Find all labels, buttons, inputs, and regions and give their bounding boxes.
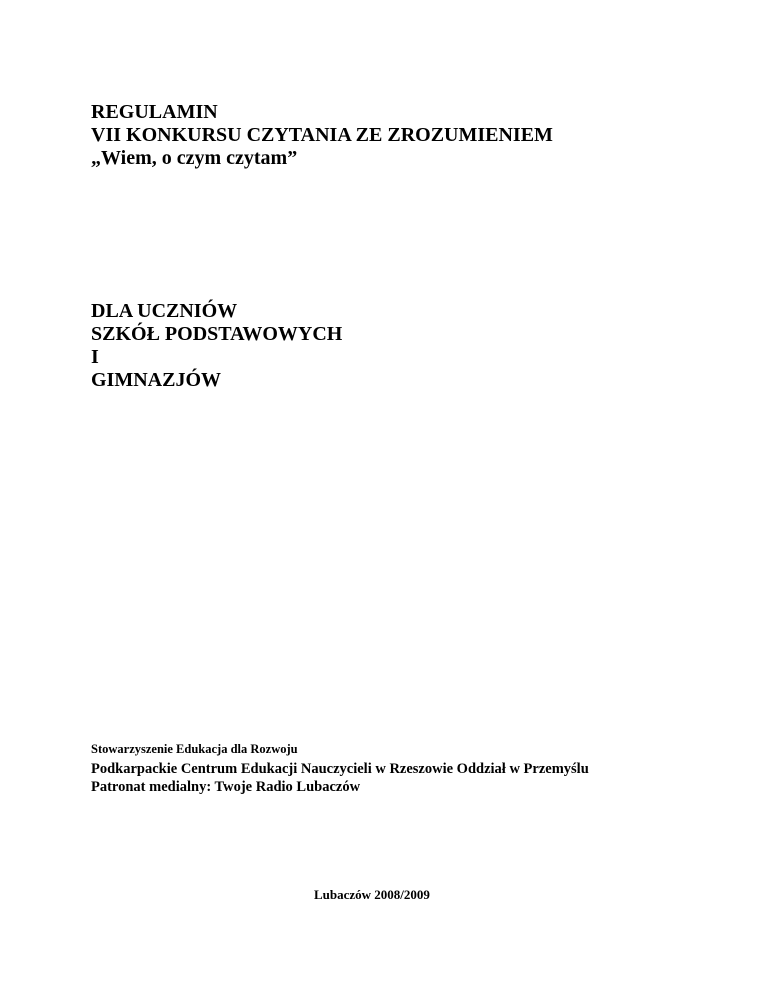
organizer-association: Stowarzyszenie Edukacja dla Rozwoju bbox=[91, 742, 298, 756]
audience-line-2: SZKÓŁ PODSTAWOWYCH bbox=[91, 323, 343, 345]
document-title bbox=[91, 101, 553, 170]
target-audience bbox=[91, 300, 342, 392]
organizers bbox=[91, 742, 589, 796]
audience-line-1: DLA UCZNIÓW bbox=[91, 300, 238, 322]
title-line-contest-motto: „Wiem, o czym czytam” bbox=[91, 147, 298, 169]
place-and-year: Lubaczów 2008/2009 bbox=[314, 887, 430, 902]
media-patron: Patronat medialny: Twoje Radio Lubaczów bbox=[91, 779, 361, 795]
title-line-regulamin: REGULAMIN bbox=[91, 101, 218, 123]
audience-line-4: GIMNAZJÓW bbox=[91, 369, 221, 391]
audience-line-3: I bbox=[91, 346, 99, 368]
organizer-center: Podkarpackie Centrum Edukacji Nauczycieli w Rzeszowie Oddział w Przemyślu bbox=[91, 761, 589, 777]
title-line-contest-name: VII KONKURSU CZYTANIA ZE ZROZUMIENIEM bbox=[91, 124, 553, 146]
